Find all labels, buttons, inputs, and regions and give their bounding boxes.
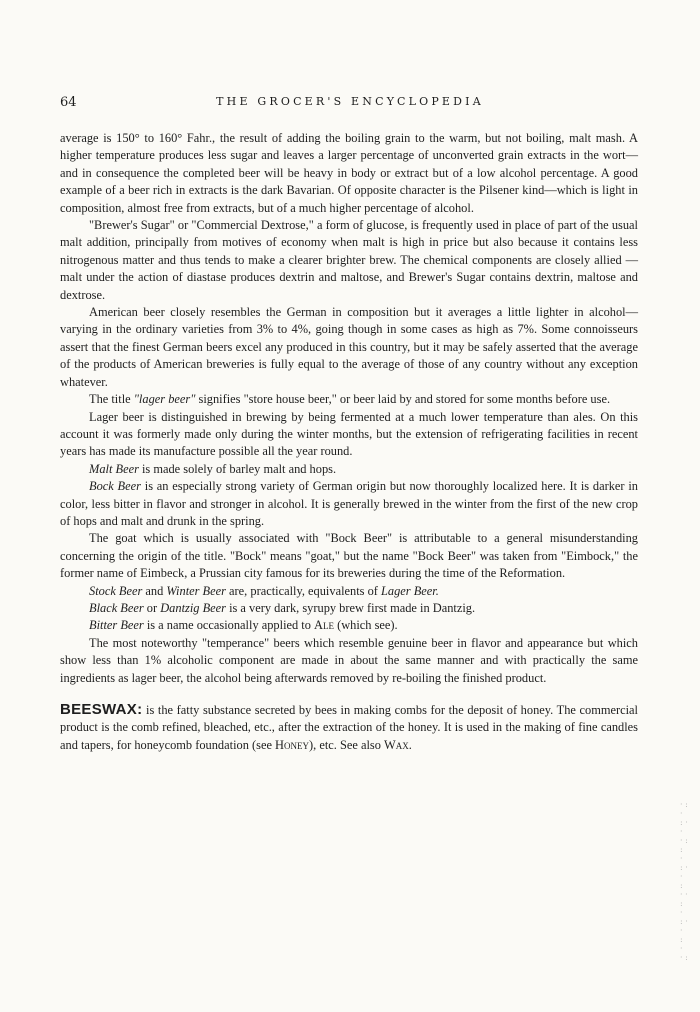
running-title: THE GROCER'S ENCYCLOPEDIA [216,95,484,108]
paragraph-bock-beer: Bock Beer is an especially strong variety of German origin but now thoroughly localized here. It is darker in color, less bitter in flavor and stronger in alcohol. It is generally brewed in the winter from the first of the new crop of hops and malt and drunk in the spring. [60,479,638,528]
paragraph-temperance-beers: The most noteworthy "temperance" beers which resemble genuine beer in flavor and appearance but which show less than 1% alcoholic component are made in about the same manner and with practically the same ingredients as lager beer, the alcohol being afterwards removed by re-boiling the finished product. [60,635,638,685]
entry-beeswax: BEESWAX: is the fatty substance secreted by bees in making combs for the deposit of honey. The commercial product is the comb refined, bleached, etc., after the extraction of the honey. It is used in the making of fine candles and tapers, for honeycomb foundation (see Honey), etc. See also Wax. [60,701,638,752]
paragraph-bock-goat: The goat which is usually associated with "Bock Beer" is attributable to a general misunderstanding concerning the origin of the title. "Bock" means "goat," but the name "Bock Beer" was taken from "Eimbock," the former name of Eimbeck, a Prussian city famous for its breweries during the time of the Reformation. [60,531,638,581]
paragraph-black-beer: Black Beer or Dantzig Beer is a very dark, syrupy brew first made in Dantzig. [89,600,476,615]
term-winter-beer: Winter Beer [166,583,226,598]
cross-ref-wax: Wax [384,737,409,752]
page-body [60,130,638,754]
paragraph-malt-beer: Malt Beer is made solely of barley malt and hops. [89,461,337,476]
headword-beeswax: BEESWAX: [60,701,143,718]
paragraph-bitter-beer: Bitter Beer is a name occasionally applied to Ale (which see). [89,618,398,633]
term-bock-beer: Bock Beer [89,479,141,494]
cross-ref-honey: Honey [275,737,309,752]
paragraph-lager-title: The title "lager beer" signifies "store house beer," or beer laid by and stored for some months before use. [89,392,611,407]
term-bitter-beer: Bitter Beer [89,618,144,633]
term-malt-beer: Malt Beer [89,461,139,476]
paragraph-lager-brewing: Lager beer is distinguished in brewing by being fermented at a much lower temperature than ales. On this account it was formerly made only during the winter months, but the extension of refrigerating facilities in recent years has made its manufacture possible all the year round. [60,409,638,459]
paragraph-brewing-temperature: average is 150° to 160° Fahr., the result of adding the boiling grain to the warm, but not boiling, malt mash. A higher temperature produces less sugar and leaves a larger percentage of unconverted grain extracts in the wort—and in consequence the completed beer will be heavy in body or extract but of a low alcohol percentage. A good example of a beer rich in extracts is the dark Bavarian. Of opposite character is the Pilsener kind—which is light in composition, almost free from extracts, but of a much higher percentage of alcohol. [60,131,638,215]
term-lager-beer: "lager beer" [133,392,196,407]
term-stock-beer: Stock Beer [89,583,143,598]
running-head [60,95,640,113]
paragraph-brewers-sugar: "Brewer's Sugar" or "Commercial Dextrose," a form of glucose, is frequently used in place of part of the usual malt addition, principally from motives of economy when malt is high in price but also because it contains less nitrogenous matter and thus tends to make a clearer brighter brew. The chemical components are closely allied —malt under the action of diastase produces dextrin and maltose, and Brewer's Sugar contains dextrin, maltose and dextrose. [60,218,638,302]
term-lager-beer-ref: Lager Beer. [381,583,439,598]
cross-ref-ale: Ale [314,618,334,633]
term-black-beer: Black Beer [89,600,144,615]
paragraph-stock-beer: Stock Beer and Winter Beer are, practically, equivalents of Lager Beer. [89,583,439,598]
paragraph-american-beer: American beer closely resembles the German in composition but it averages a little lighter in alcohol—varying in the ordinary varieties from 3% to 4%, going though in some cases as high as 7%. Some connoisseurs assert that the finest German beers excel any produced in this country, but it may be safely asserted that the average of the products of American breweries is fully equal to the average of those of any country without any exception whatever. [60,305,638,389]
margin-specks: · : · : · · · : : · : · · : · · : · : · · : · · : [680,800,688,962]
page-number: 64 [60,95,77,110]
term-dantzig-beer: Dantzig Beer [160,600,226,615]
